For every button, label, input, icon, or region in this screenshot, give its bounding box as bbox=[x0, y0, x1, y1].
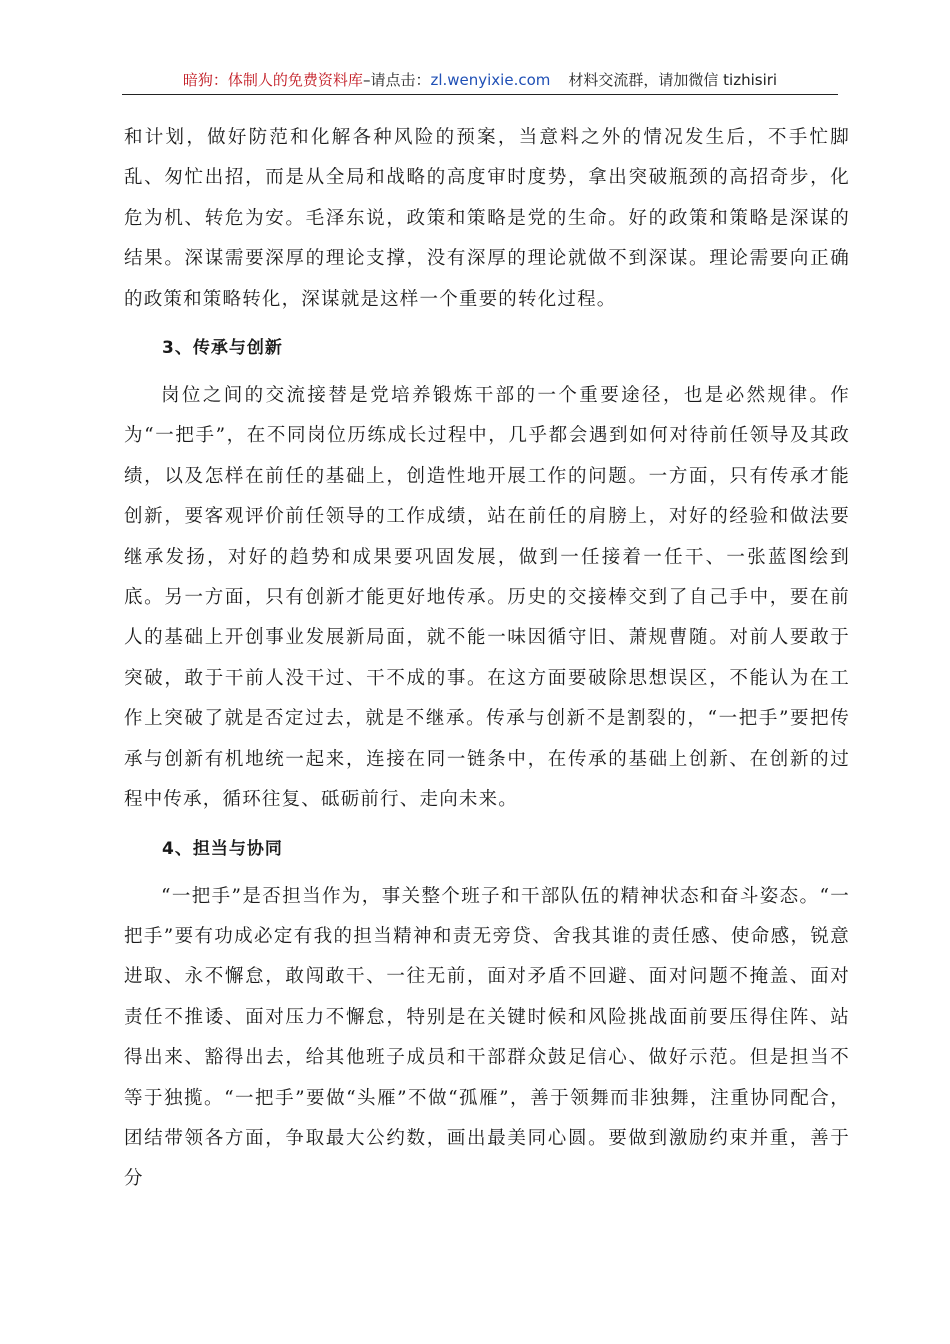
header-brand: 暗狗：体制人的免费资料库 bbox=[182, 71, 363, 89]
header-link[interactable]: zl.wenyixie.com bbox=[430, 71, 551, 89]
document-body bbox=[124, 118, 850, 1200]
header-contact: 材料交流群，请加微信 tizhisiri bbox=[568, 71, 778, 89]
paragraph-continued: 和计划，做好防范和化解各种风险的预案，当意料之外的情况发生后，不手忙脚乱、匆忙出招，而是从全局和战略的高度审时度势，拿出突破瓶颈的高招奇步，化危为机、转危为安。毛泽东说，政策和策略是党的生命。好的政策和策略是深谋的结果。深谋需要深厚的理论支撑，没有深厚的理论就做不到深谋。理论需要向正确的政策和策略转化，深谋就是这样一个重要的转化过程。 bbox=[124, 127, 850, 310]
paragraph-responsibility: “一把手”是否担当作为，事关整个班子和干部队伍的精神状态和奋斗姿态。“一把手”要有功成必定有我的担当精神和责无旁贷、舍我其谁的责任感、使命感，锐意进取、永不懈怠，敢闯敢干、一往无前，面对矛盾不回避、面对问题不掩盖、面对责任不推诿、面对压力不懈怠，特别是在关键时候和风险挑战面前要压得住阵、站得出来、豁得出去，给其他班子成员和干部群众鼓足信心、做好示范。但是担当不等于独揽。“一把手”要做“头雁”不做“孤雁”，善于领舞而非独舞，注重协同配合，团结带领各方面，争取最大公约数，画出最美同心圆。要做到激励约束并重，善于分 bbox=[124, 885, 850, 1190]
section-heading-4: 4、担当与协同 bbox=[162, 838, 283, 859]
section-heading-3: 3、传承与创新 bbox=[162, 338, 283, 359]
page-header bbox=[122, 66, 838, 95]
paragraph-inheritance: 岗位之间的交流接替是党培养锻炼干部的一个重要途径，也是必然规律。作为“一把手”，在不同岗位历练成长过程中，几乎都会遇到如何对待前任领导及其政绩，以及怎样在前任的基础上，创造性地开展工作的问题。一方面，只有传承才能创新，要客观评价前任领导的工作成绩，站在前任的肩膀上，对好的经验和做法要继承发扬，对好的趋势和成果要巩固发展，做到一任接着一任干、一张蓝图绘到底。另一方面，只有创新才能更好地传承。历史的交接棒交到了自己手中，要在前人的基础上开创事业发展新局面，就不能一味因循守旧、萧规曹随。对前人要敢于突破，敢于干前人没干过、干不成的事。在这方面要破除思想误区，不能认为在工作上突破了就是否定过去，就是不继承。传承与创新不是割裂的，“一把手”要把传承与创新有机地统一起来，连接在同一链条中，在传承的基础上创新、在创新的过程中传承，循环往复、砥砺前行、走向未来。 bbox=[124, 385, 850, 811]
header-prompt: –请点击： bbox=[362, 71, 431, 89]
